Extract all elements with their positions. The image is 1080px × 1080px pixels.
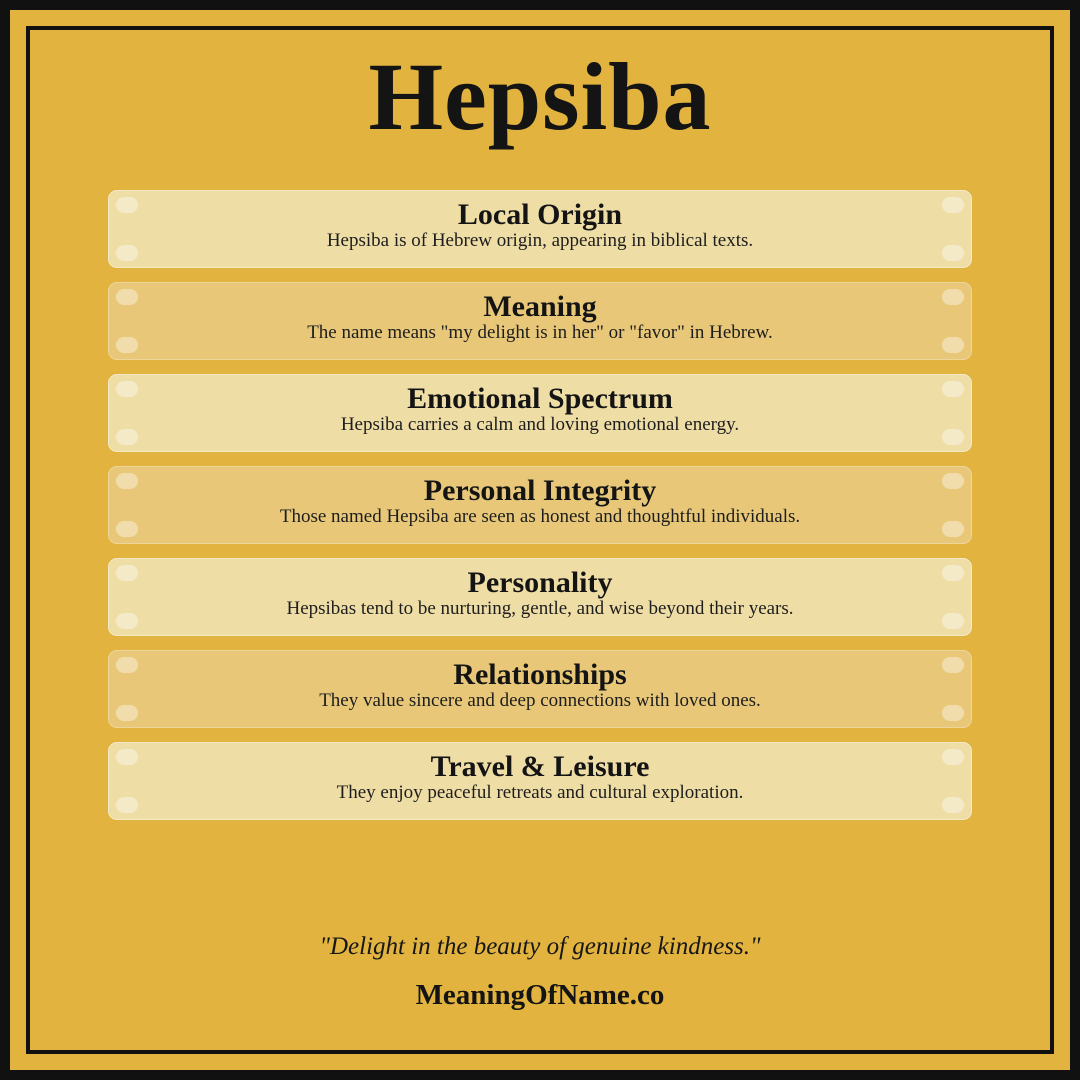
notch-icon bbox=[942, 381, 964, 397]
section-meaning bbox=[108, 282, 972, 360]
notch-icon bbox=[116, 245, 138, 261]
card-footer bbox=[30, 933, 1050, 1012]
section-description: Hepsibas tend to be nurturing, gentle, and wise beyond their years. bbox=[286, 598, 794, 620]
section-title: Personality bbox=[467, 566, 613, 600]
notch-icon bbox=[942, 473, 964, 489]
brand-name: MeaningOfName.co bbox=[415, 979, 665, 1011]
section-personal-integrity bbox=[108, 466, 972, 544]
notch-icon bbox=[942, 797, 964, 813]
section-description: Those named Hepsiba are seen as honest and thoughtful individuals. bbox=[279, 506, 801, 528]
notch-icon bbox=[942, 429, 964, 445]
notch-icon bbox=[116, 749, 138, 765]
notch-icon bbox=[116, 337, 138, 353]
section-title: Emotional Spectrum bbox=[407, 382, 673, 416]
notch-icon bbox=[942, 337, 964, 353]
section-description: Hepsiba is of Hebrew origin, appearing in biblical texts. bbox=[326, 230, 754, 252]
notch-icon bbox=[116, 797, 138, 813]
card-content bbox=[30, 30, 1050, 1050]
section-title: Personal Integrity bbox=[423, 474, 657, 508]
section-description: The name means "my delight is in her" or "favor" in Hebrew. bbox=[307, 322, 773, 344]
notch-icon bbox=[116, 289, 138, 305]
notch-icon bbox=[942, 565, 964, 581]
notch-icon bbox=[942, 197, 964, 213]
section-description: They value sincere and deep connections with loved ones. bbox=[319, 690, 761, 712]
section-relationships bbox=[108, 650, 972, 728]
notch-icon bbox=[116, 565, 138, 581]
notch-icon bbox=[942, 289, 964, 305]
section-description: They enjoy peaceful retreats and cultural exploration. bbox=[336, 782, 744, 804]
notch-icon bbox=[942, 749, 964, 765]
notch-icon bbox=[942, 705, 964, 721]
section-travel-and-leisure bbox=[108, 742, 972, 820]
notch-icon bbox=[116, 197, 138, 213]
section-title: Meaning bbox=[483, 290, 597, 324]
notch-icon bbox=[116, 613, 138, 629]
section-title: Local Origin bbox=[457, 198, 623, 232]
notch-icon bbox=[116, 521, 138, 537]
notch-icon bbox=[942, 245, 964, 261]
notch-icon bbox=[942, 613, 964, 629]
section-personality bbox=[108, 558, 972, 636]
notch-icon bbox=[942, 657, 964, 673]
page-title: Hepsiba bbox=[368, 43, 712, 150]
notch-icon bbox=[116, 657, 138, 673]
section-title: Relationships bbox=[453, 658, 627, 692]
notch-icon bbox=[942, 521, 964, 537]
section-local-origin bbox=[108, 190, 972, 268]
sections-list bbox=[30, 190, 1050, 820]
section-description: Hepsiba carries a calm and loving emotional energy. bbox=[340, 414, 740, 436]
section-title: Travel & Leisure bbox=[430, 750, 650, 784]
section-emotional-spectrum bbox=[108, 374, 972, 452]
footer-quote: "Delight in the beauty of genuine kindness." bbox=[319, 933, 761, 960]
notch-icon bbox=[116, 429, 138, 445]
notch-icon bbox=[116, 473, 138, 489]
notch-icon bbox=[116, 381, 138, 397]
notch-icon bbox=[116, 705, 138, 721]
